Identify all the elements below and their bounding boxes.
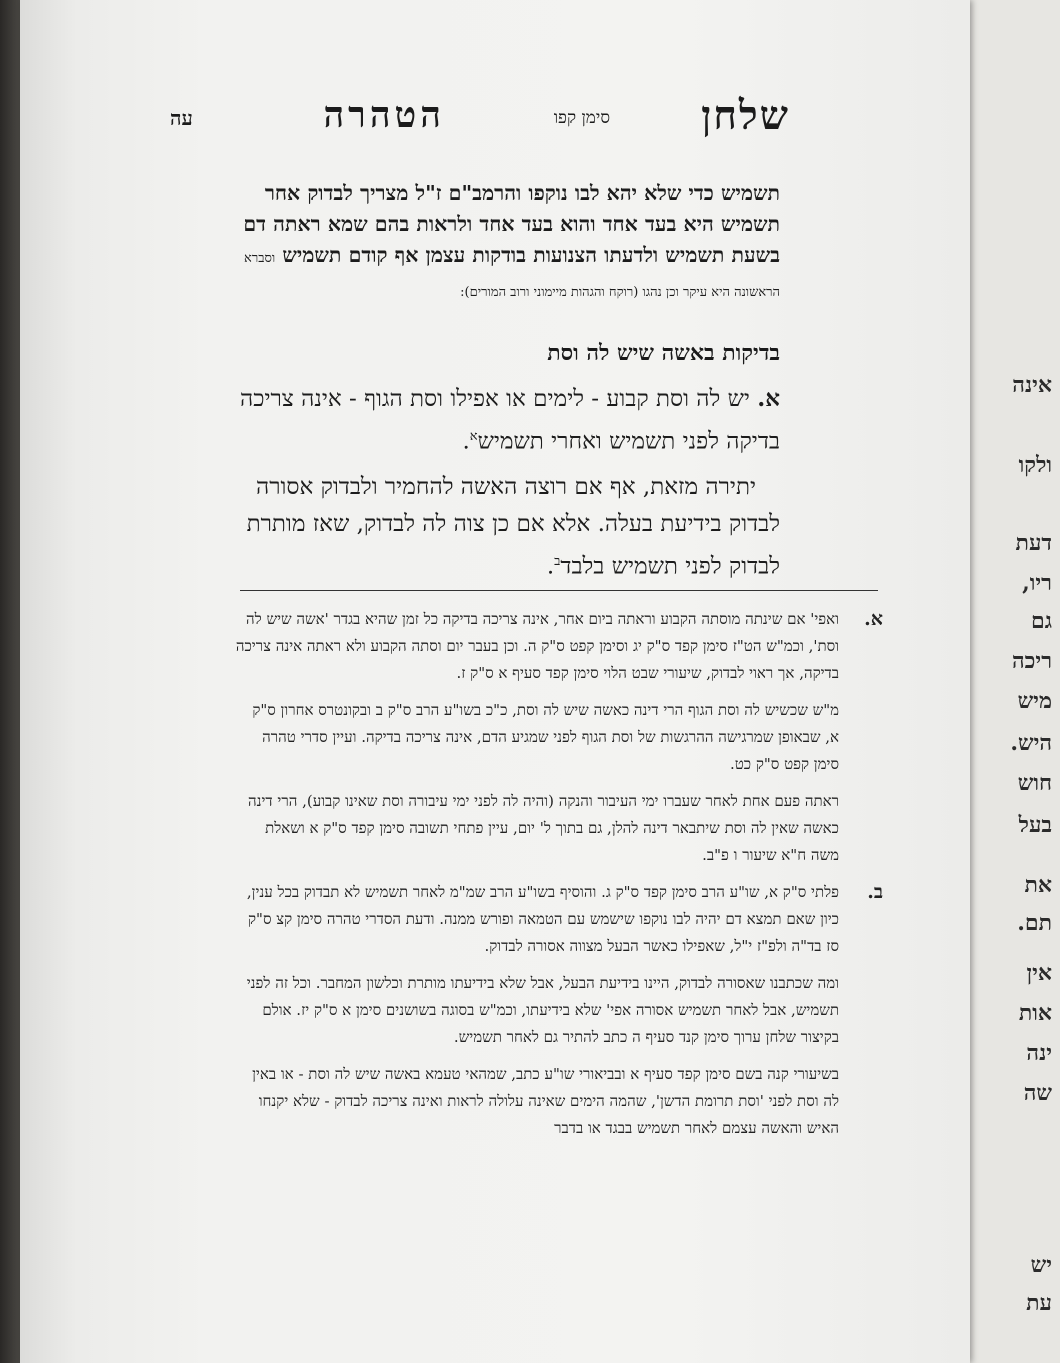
facing-page-fragment: עת: [1026, 1290, 1052, 1316]
facing-page-fragment: אות: [1018, 1000, 1052, 1026]
footnotes: [235, 606, 883, 1152]
footnote-label: א.: [864, 608, 883, 630]
facing-page-fragment: ריכה: [1012, 648, 1052, 674]
facing-page-fragment: גם: [1031, 608, 1052, 634]
footnote: [235, 606, 883, 869]
facing-page-fragment: ריו,: [1022, 570, 1052, 596]
facing-page-fragment: היש.: [1010, 730, 1052, 756]
section-title: בדיקות באשה שיש לה וסת: [547, 340, 780, 366]
footnote-paragraph: ומה שכתבנו שאסורה לבדוק, היינו בידיעת הבעל, אבל שלא בידיעתו מותרת וכלשון המחבר. וכל זה לפני תשמיש, אבל לאחר תשמיש אסורה אפי' שלא בידיעתו, וכמ"ש בסוגה בשושנים סימן א ס"ק יז. אולם בקיצור שלחן ערוך סימן קנד סעיף ה כתב להתיר גם לאחר תשמיש.: [246, 974, 839, 1046]
footnote-paragraph: בשיעורי קנה בשם סימן קפד סעיף א ובביאורי שו"ע כתב, שמהאי טעמא באשה שיש לה וסת - או באין לה וסת לפני 'וסת תרומת הדשן', שהמה הימים שאינה עלולה לראות ואינה צריכה לבדוק - שלא יקנחו האיש והאשה עצמם לאחר תשמיש בבגד או בדבר: [252, 1065, 839, 1137]
facing-page-fragment: תם.: [1017, 910, 1052, 936]
intro-source: וסברא הראשונה היא עיקר וכן נהגו (רוקח והגהות מיימוני ורוב המורים):: [244, 251, 780, 300]
footnote: [235, 879, 883, 1142]
facing-page-fragment: את: [1024, 872, 1052, 898]
law-paragraph-text: יש לה וסת קבוע - לימים או אפילו וסת הגוף - אינה צריכה בדיקה לפני תשמיש ואחרי תשמיש: [240, 386, 780, 455]
facing-page-fragment: בעל: [1018, 812, 1052, 838]
law-text: [235, 380, 780, 585]
footnote-paragraph: ראתה פעם אחת לאחר שעברו ימי העיבור והנקה (והיה לה לפני ימי עיבורה וסת שאינו קבוע), הרי דינה כאשה שאין לה וסת שיתבאר דינה להלן, גם בתוך ל' יום, עיין פתחי תשובה סימן קפד ס"ק א ושאלת משה ח"א שיעור ו פ"ב.: [247, 792, 839, 864]
page-number: עה: [170, 106, 193, 130]
law-paragraph: א. יש לה וסת קבוע - לימים או אפילו וסת הגוף - אינה צריכה בדיקה לפני תשמיש ואחרי תשמיש$^א$.: [240, 385, 780, 455]
facing-page-fragment: אינה: [1012, 372, 1052, 398]
facing-page-fragment: אין: [1026, 960, 1052, 986]
facing-page-fragment: חוש: [1017, 770, 1052, 796]
footnote-paragraph: פלתי ס"ק א, שו"ע הרב סימן קפד ס"ק ג. והוסיף בשו"ע הרב שמ"מ לאחר תשמיש לא תבדוק בכל ענין, כיון שאם תמצא דם יהיה לבו נוקפו שישמש עם הטמאה ופורש ממנה. ודעת הסדרי טהרה סימן קצ ס"ק סז בד"ה ולפ"ז י"ל, שאפילו כאשר הבעל מצווה אסורה לבדוק.: [246, 883, 839, 955]
facing-page: [965, 0, 1060, 1363]
footnote-divider: [240, 590, 878, 591]
intro-paragraph: [235, 178, 780, 308]
facing-page-fragment: ינה: [1026, 1040, 1052, 1066]
law-paragraph-text: יתירה מזאת, אף אם רוצה האשה להחמיר ולבדוק אסורה לבדוק בידיעת בעלה. אלא אם כן צוה לה לבדוק, שאז מותרת לבדוק לפני תשמיש בלבד: [246, 473, 780, 580]
siman-label: סימן קפו: [553, 108, 610, 128]
book-title-part1: שלחן: [701, 92, 790, 139]
law-paragraph: יתירה מזאת, אף אם רוצה האשה להחמיר ולבדוק אסורה לבדוק בידיעת בעלה. אלא אם כן צוה לה לבדוק, שאז מותרת לבדוק לפני תשמיש בלבד$^ב$.: [246, 473, 780, 580]
facing-page-fragment: ולקו: [1018, 452, 1052, 478]
footnote-paragraph: מ"ש שכשיש לה וסת הגוף הרי דינה כאשה שיש לה וסת, כ"כ בשו"ע הרב ס"ק ב ובקונטרס אחרון ס"ק א, שבאופן שמרגישה ההרגשות של וסת הגוף לפני שמגיע הדם, אינה צריכה בדיקה. ועיין סדרי טהרה סימן קפט ס"ק כט.: [252, 701, 839, 773]
facing-page-fragment: שה: [1023, 1080, 1052, 1106]
running-header: [170, 92, 790, 142]
footnote-ref: ב: [554, 553, 561, 569]
facing-page-fragment: יש: [1030, 1252, 1052, 1278]
facing-page-fragment: דעת: [1015, 530, 1052, 556]
footnote-ref: א: [469, 429, 478, 444]
footnote-label: ב.: [867, 881, 883, 903]
facing-page-fragment: מיש: [1017, 688, 1052, 714]
law-marker: א.: [757, 385, 780, 412]
book-title-part2: הטהרה: [323, 94, 445, 136]
intro-text: תשמיש כדי שלא יהא לבו נוקפו והרמב"ם ז"ל מצריך לבדוק אחר תשמיש היא בעד אחד והוא בעד אחד ולראות בהם שמא ראתה דם בשעת תשמיש ולדעתו הצנועות בודקות עצמן אף קודם תשמיש: [243, 181, 780, 267]
footnote-paragraph: ואפי' אם שינתה מוסתה הקבוע וראתה ביום אחר, אינה צריכה בדיקה כל זמן שהיא בגדר 'אשה שיש לה וסת', וכמ"ש הט"ז סימן קפד ס"ק יג וסימן קפט ס"ק ה. וכן בעבר יום וסתה הקבוע ולא ראתה אינה צריכה בדיקה, אך ראוי לבדוק, שיעורי שבט הלוי סימן קפד סעיף א ס"ק ז.: [235, 610, 839, 682]
